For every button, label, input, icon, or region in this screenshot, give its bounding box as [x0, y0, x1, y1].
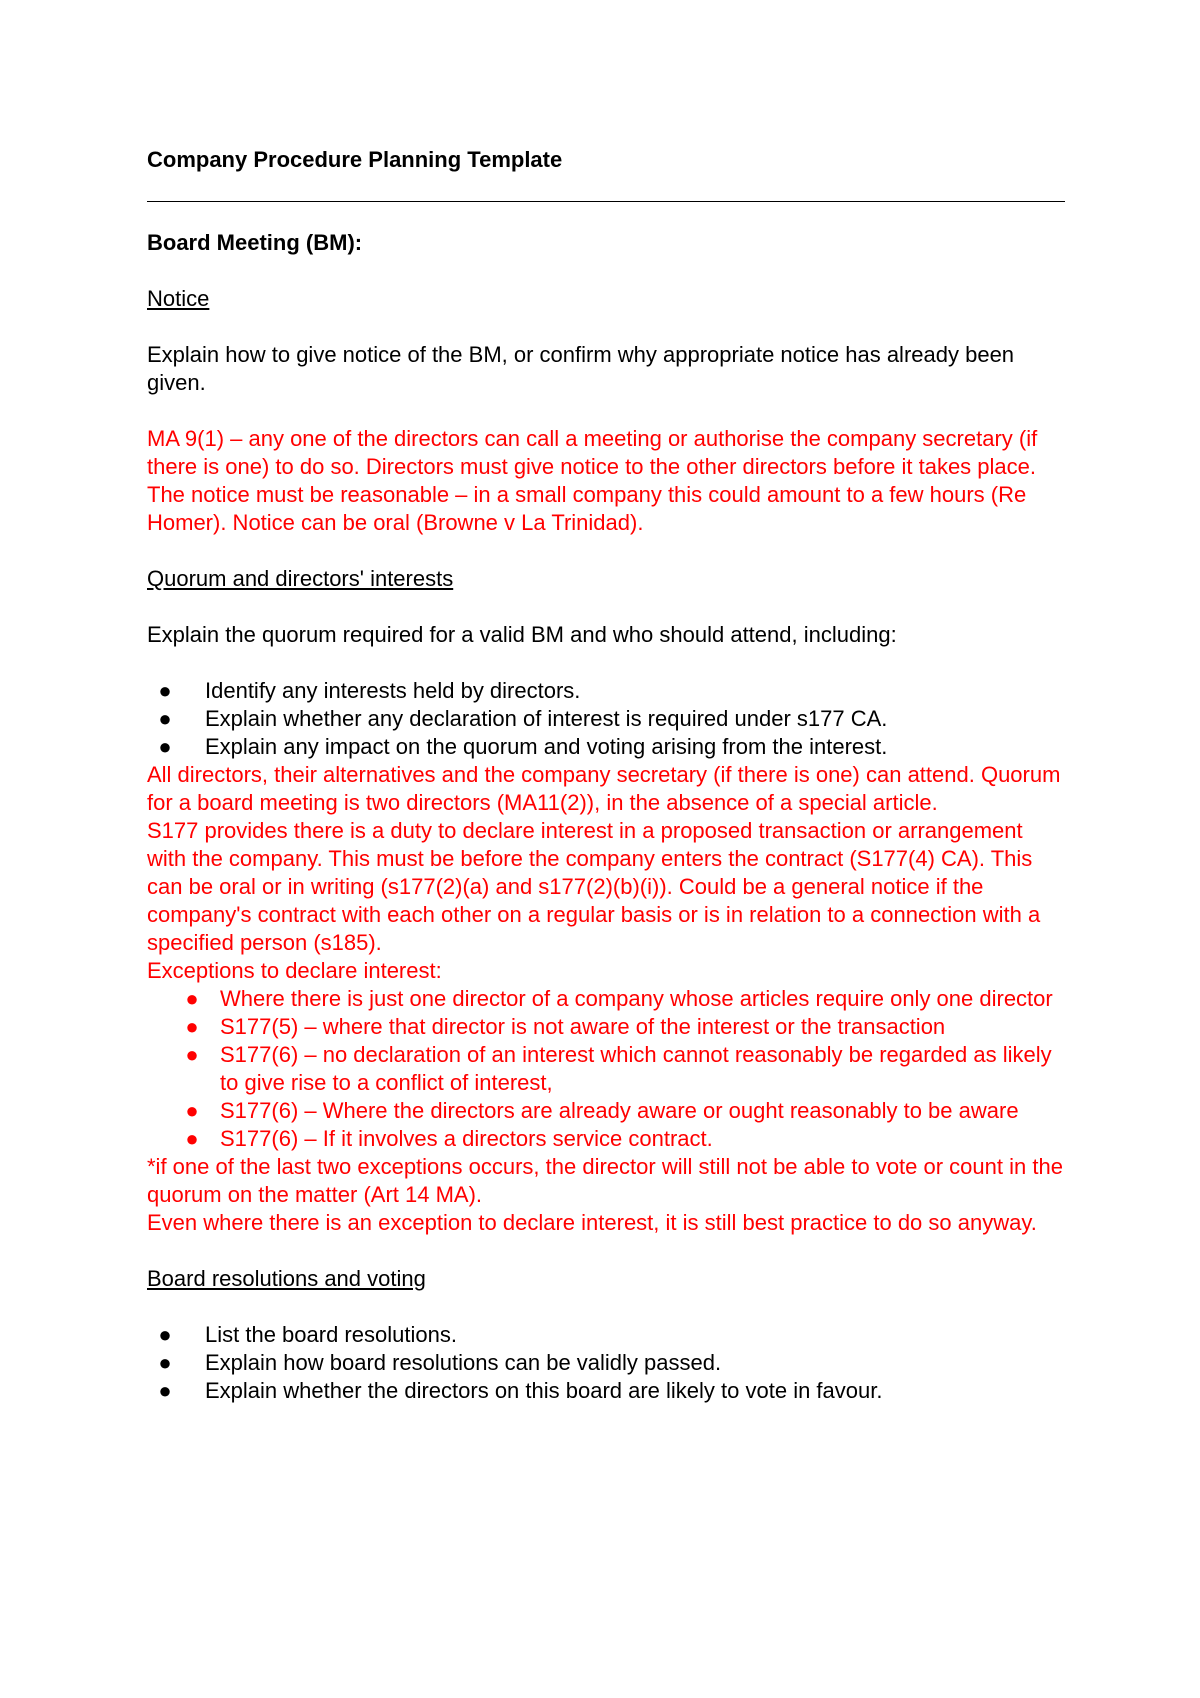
list-item [147, 985, 1067, 1013]
bullet-icon: ● [185, 986, 199, 1011]
quorum-answer-paragraph: S177 provides there is a duty to declare interest in a proposed transaction or arrangement with the company. This must be before the company enters the contract (S177(4) CA). This can be oral or in writing (s177(2)(a) and s177(2)(b)(i)). Could be a general notice if the company's contract with each other on a regular basis or is in relation to a connection with a specified person (s185). [147, 818, 1041, 955]
list-item [147, 1097, 1067, 1125]
list-item [147, 705, 1067, 733]
list-item-text: Explain whether any declaration of interest is required under s177 CA. [205, 706, 888, 731]
exceptions-heading: Exceptions to declare interest: [147, 958, 442, 983]
notice-answer-paragraph: The notice must be reasonable – in a small company this could amount to a few hours (Re Homer). Notice can be oral (Browne v La Trinidad). [147, 482, 1027, 535]
list-item [147, 1321, 1067, 1349]
vote-note: *if one of the last two exceptions occurs, the director will still not be able to vote or count in the quorum on the matter (Art 14 MA). [147, 1154, 1063, 1207]
list-item [147, 1349, 1067, 1377]
quorum-subheading: Quorum and directors' interests [147, 566, 454, 591]
bullet-icon: ● [185, 1042, 199, 1067]
list-item [147, 733, 1067, 761]
bullet-icon: ● [158, 1378, 172, 1403]
notice-answer [147, 425, 1067, 537]
bullet-icon: ● [158, 734, 172, 759]
quorum-answer-paragraph: All directors, their alternatives and the company secretary (if there is one) can attend. Quorum for a board meeting is two directors (MA11(2)), in the absence of a special article. [147, 762, 1061, 815]
notice-answer-paragraph: MA 9(1) – any one of the directors can call a meeting or authorise the company secretary (if there is one) to do so. Directors must give notice to the other directors before it takes place. [147, 426, 1038, 479]
title-divider [147, 201, 1065, 202]
resolutions-bullet-list [147, 1321, 1067, 1405]
list-item-text: Explain how board resolutions can be validly passed. [205, 1350, 722, 1375]
list-item-text: S177(6) – If it involves a directors service contract. [220, 1126, 713, 1151]
list-item [147, 1377, 1067, 1405]
list-item [147, 1125, 1067, 1153]
document-title: Company Procedure Planning Template [147, 147, 563, 172]
bullet-icon: ● [158, 678, 172, 703]
quorum-bullet-list [147, 677, 1067, 761]
board-meeting-heading: Board Meeting (BM): [147, 230, 363, 255]
bullet-icon: ● [185, 1098, 199, 1123]
bullet-icon: ● [185, 1126, 199, 1151]
quorum-instruction: Explain the quorum required for a valid BM and who should attend, including: [147, 622, 897, 647]
list-item-text: S177(5) – where that director is not aware of the interest or the transaction [220, 1014, 946, 1039]
bullet-icon: ● [158, 706, 172, 731]
list-item-text: Explain whether the directors on this board are likely to vote in favour. [205, 1378, 883, 1403]
list-item-text: Identify any interests held by directors. [205, 678, 581, 703]
list-item [147, 677, 1067, 705]
bullet-icon: ● [158, 1350, 172, 1375]
exceptions-list [147, 985, 1067, 1153]
best-practice-note: Even where there is an exception to declare interest, it is still best practice to do so anyway. [147, 1210, 1037, 1235]
list-item-text: List the board resolutions. [205, 1322, 457, 1347]
list-item [147, 1041, 1067, 1097]
list-item-text: S177(6) – Where the directors are already aware or ought reasonably to be aware [220, 1098, 1019, 1123]
list-item [147, 1013, 1067, 1041]
list-item-text: S177(6) – no declaration of an interest which cannot reasonably be regarded as likely to give rise to a conflict of interest, [220, 1042, 1052, 1095]
notice-instruction: Explain how to give notice of the BM, or confirm why appropriate notice has already been given. [147, 342, 1015, 395]
quorum-answer [147, 761, 1067, 1237]
list-item-text: Explain any impact on the quorum and voting arising from the interest. [205, 734, 888, 759]
bullet-icon: ● [158, 1322, 172, 1347]
notice-subheading: Notice [147, 286, 210, 311]
list-item-text: Where there is just one director of a company whose articles require only one director [220, 986, 1053, 1011]
document-page [147, 146, 1067, 1405]
bullet-icon: ● [185, 1014, 199, 1039]
resolutions-subheading: Board resolutions and voting [147, 1266, 426, 1291]
